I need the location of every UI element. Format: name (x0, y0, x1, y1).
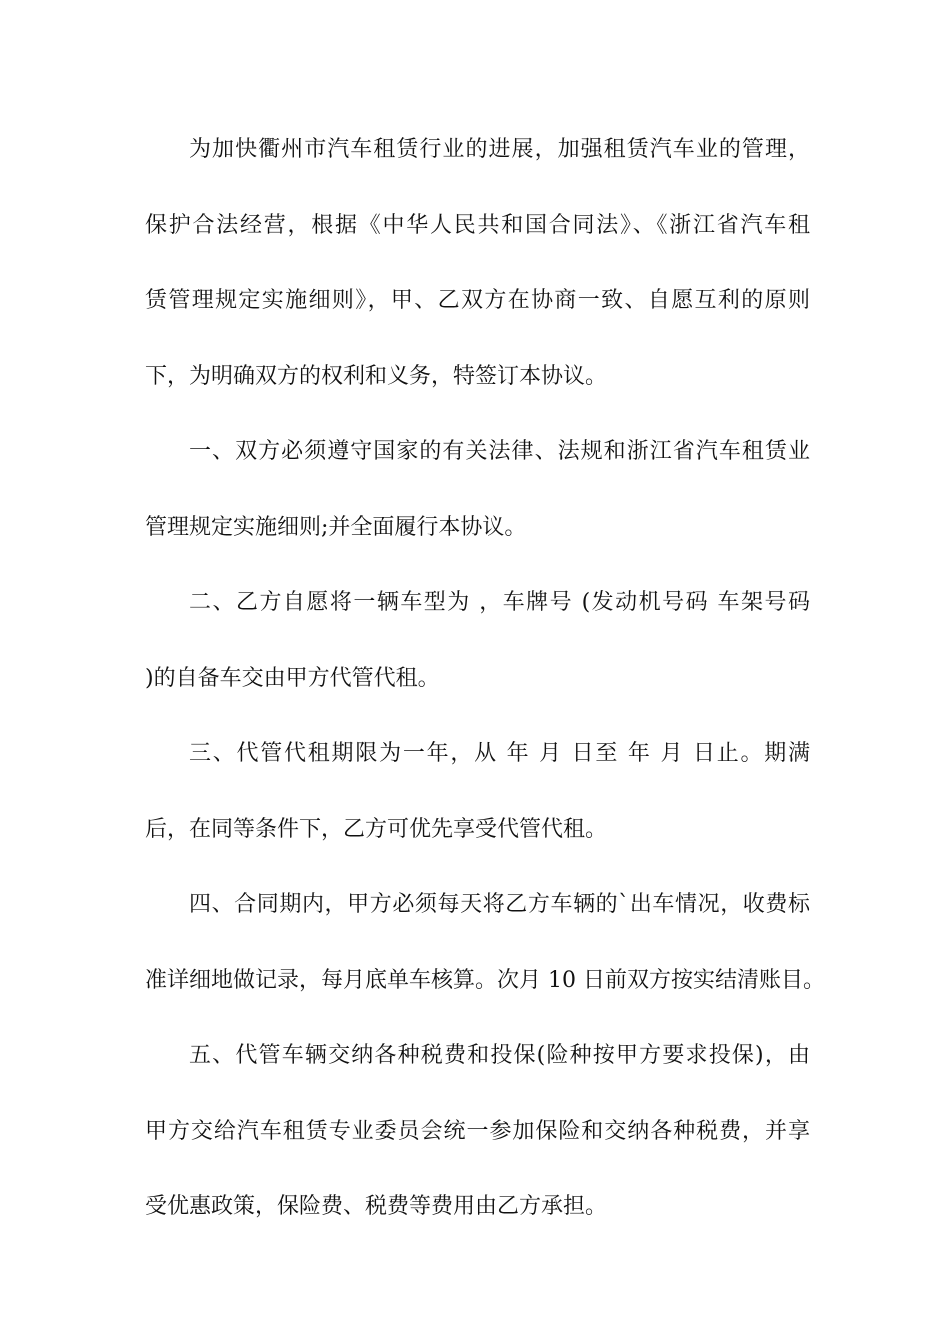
clause-2-line-1: 二、乙方自愿将一辆车型为 ，车牌号 (发动机号码 车架号码 (189, 590, 810, 615)
paragraph-intro-line-1: 为加快衢州市汽车租赁行业的进展，加强租赁汽车业的管理， (189, 137, 810, 162)
paragraph-intro-line-3: 赁管理规定实施细则》，甲、乙双方在协商一致、自愿互利的原则 (145, 288, 810, 313)
paragraph-intro-line-4: 下，为明确双方的权利和义务，特签订本协议。 (145, 363, 608, 389)
clause-1-line-2: 管理规定实施细则;并全面履行本协议。 (145, 514, 527, 540)
paragraph-intro-line-2: 保护合法经营，根据《中华人民共和国合同法》、《浙江省汽车租 (145, 212, 810, 238)
clause-4-line-1: 四、合同期内，甲方必须每天将乙方车辆的`出车情况，收费标 (189, 892, 810, 917)
clause-5-line-3: 受优惠政策，保险费、税费等费用由乙方承担。 (145, 1194, 608, 1219)
clause-5-line-2: 甲方交给汽车租赁专业委员会统一参加保险和交纳各种税费，并享 (145, 1118, 810, 1144)
clause-3-line-2: 后，在同等条件下，乙方可优先享受代管代租。 (145, 816, 608, 842)
document-body (145, 128, 825, 1261)
clause-5-line-1: 五、代管车辆交纳各种税费和投保(险种按甲方要求投保)，由 (189, 1043, 810, 1068)
clause-3-line-1: 三、代管代租期限为一年，从 年 月 日至 年 月 日止。期满 (189, 741, 810, 766)
clause-1-line-1: 一、双方必须遵守国家的有关法律、法规和浙江省汽车租赁业 (189, 439, 810, 464)
clause-2-line-2: )的自备车交由甲方代管代租。 (145, 665, 440, 691)
clause-4-line-2: 准详细地做记录，每月底单车核算。次月 10 日前双方按实结清账目。 (145, 967, 825, 993)
